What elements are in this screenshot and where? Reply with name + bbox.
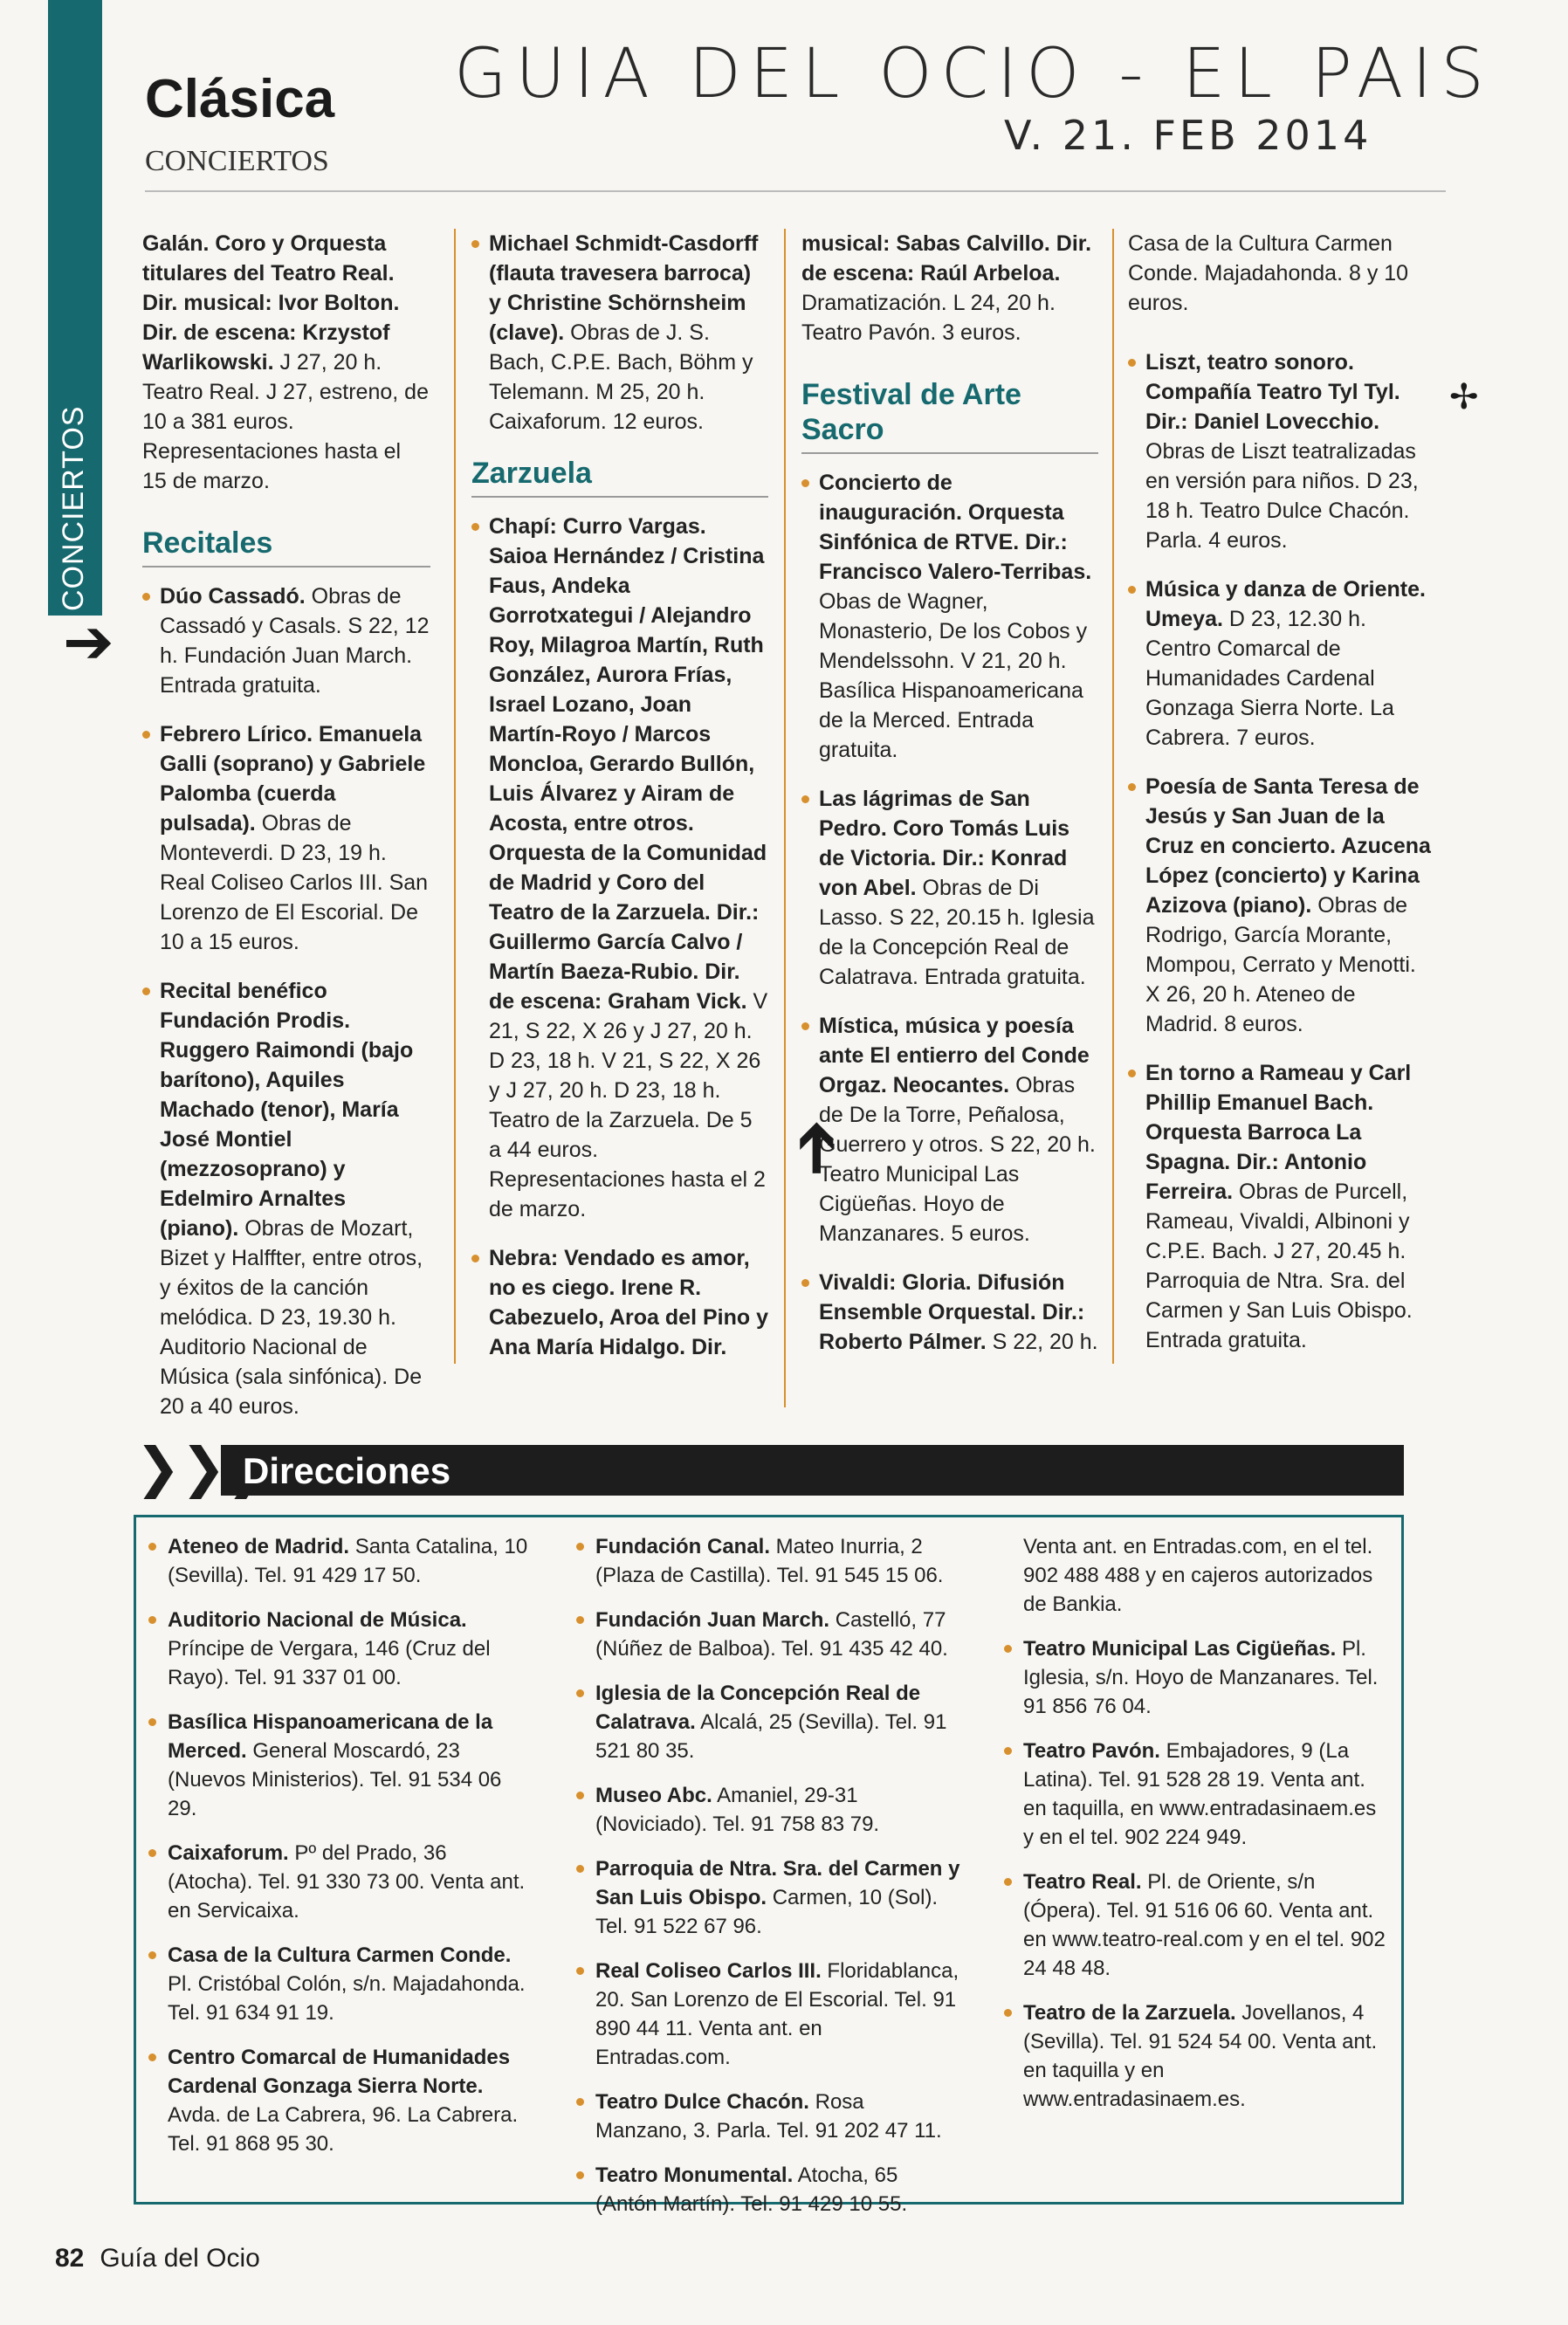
address-entry: Caixaforum. Pº del Prado, 36 (Atocha). Tel. 91 330 73 00. Venta ant. en Servicaixa. [148,1839,533,1925]
address-entry: Real Coliseo Carlos III. Floridablanca, 20. San Lorenzo de El Escorial. Tel. 91 890 44 11. Venta ant. en Entradas.com. [576,1957,960,2072]
column-divider [784,229,786,1407]
handwritten-arrow-icon: ➔ [63,608,114,676]
listing-entry: Recital benéfico Fundación Prodis. Ruggero Raimondi (bajo barítono), Aquiles Machado (tenor), María José Montiel (mezzosoprano) y Edelmiro Arnaltes (piano). Obras de Mozart, Bizet y Halffter, entre otros, y éxitos de la canción melódica. D 23, 19.30 h. Auditorio Nacional de Música (sala sinfónica). De 20 a 40 euros. [142,976,430,1421]
listing-column-4 [1128,229,1434,1374]
handwritten-up-arrow-icon: ➔ [775,1118,854,1178]
directions-column-1 [148,1532,533,2174]
section-subtitle: CONCIERTOS [145,145,329,177]
listing-entry: Poesía de Santa Teresa de Jesús y San Juan de la Cruz en concierto. Azucena López (concierto) y Karina Azizova (piano). Obras de Rodrigo, García Morante, Mompou, Cerrato y Menotti. X 26, 20 h. Ateneo de Madrid. 8 euros. [1128,772,1434,1039]
heading-zarzuela: Zarzuela [471,456,768,498]
chevrons-icon: ❯❯❯ [135,1438,272,1498]
side-tab-label [57,557,91,611]
listing-column-1 [142,229,430,1441]
listing-entry: Michael Schmidt-Casdorff (flauta travesera barroca) y Christine Schörnsheim (clave). Obras de J. S. Bach, C.P.E. Bach, Böhm y Telemann. M 25, 20 h. Caixaforum. 12 euros. [471,229,768,437]
address-entry: Auditorio Nacional de Música. Príncipe de Vergara, 146 (Cruz del Rayo). Tel. 91 337 01 00. [148,1606,533,1692]
listing-entry: Mística, música y poesía ante El entierro del Conde Orgaz. Neocantes. Obras de De la Torre, Peñalosa, Guerrero y otros. S 22, 20 h. Teatro Municipal Las Cigüeñas. Hoyo de Manzanares. 5 euros. [801,1011,1098,1248]
listing-entry: Vivaldi: Gloria. Difusión Ensemble Orquestal. Dir.: Roberto Pálmer. S 22, 20 h. [801,1268,1098,1357]
address-entry: Basílica Hispanoamericana de la Merced. General Moscardó, 23 (Nuevos Ministerios). Tel. 91 534 06 29. [148,1708,533,1823]
address-entry: Ateneo de Madrid. Santa Catalina, 10 (Sevilla). Tel. 91 429 17 50. [148,1532,533,1590]
directions-column-2 [576,1532,960,2234]
listing-column-3 [801,229,1098,1376]
listing-entry: Dúo Cassadó. Obras de Cassadó y Casals. S 22, 12 h. Fundación Juan March. Entrada gratuita. [142,581,430,700]
continued-entry: Casa de la Cultura Carmen Conde. Majadahonda. 8 y 10 euros. [1128,231,1409,315]
heading-recitales: Recitales [142,526,430,567]
address-entry: Teatro Dulce Chacón. Rosa Manzano, 3. Parla. Tel. 91 202 47 11. [576,2088,960,2145]
listing-entry: En torno a Rameau y Carl Phillip Emanuel Bach. Orquesta Barroca La Spagna. Dir.: Antonio Ferreira. Obras de Purcell, Rameau, Vivaldi, Albinoni y C.P.E. Bach. J 27, 20.45 h. Parroquia de Ntra. Sra. del Carmen y San Luis Obispo. Entrada gratuita. [1128,1058,1434,1355]
address-entry: Casa de la Cultura Carmen Conde. Pl. Cristóbal Colón, s/n. Majadahonda. Tel. 91 634 91 19. [148,1941,533,2027]
listing-entry: Chapí: Curro Vargas. Saioa Hernández / Cristina Faus, Andeka Gorrotxategui / Alejandro Roy, Milagroa Martín, Ruth González, Aurora Frías, Israel Lozano, Joan Martín-Royo / Marcos Moncloa, Gerardo Bullón, Luis Álvarez y Airam de Acosta, entre otros. Orquesta de la Comunidad de Madrid y Coro del Teatro de la Zarzuela. Dir.: Guillermo García Calvo / Martín Baeza-Rubio. Dir. de escena: Graham Vick. V 21, S 22, X 26 y J 27, 20 h. D 23, 18 h. V 21, S 22, X 26 y J 27, 20 h. D 23, 18 h. Teatro de la Zarzuela. De 5 a 44 euros. Representaciones hasta el 2 de marzo. [471,512,768,1224]
address-entry: Teatro Municipal Las Cigüeñas. Pl. Iglesia, s/n. Hoyo de Manzanares. Tel. 91 856 76 04. [1004,1634,1388,1721]
handwritten-date: V. 21. FEB 2014 [1004,112,1372,159]
address-entry: Centro Comarcal de Humanidades Cardenal Gonzaga Sierra Norte. Avda. de La Cabrera, 96. La Cabrera. Tel. 91 868 95 30. [148,2043,533,2158]
address-entry: Teatro Real. Pl. de Oriente, s/n (Ópera). Tel. 91 516 06 60. Venta ant. en www.teatro-real.com y en el tel. 902 24 48 48. [1004,1868,1388,1983]
handwritten-mark-icon: ✢ [1449,378,1479,416]
directions-column-3 [1004,1532,1388,2129]
continued-entry: Galán. Coro y Orquesta titulares del Teatro Real. Dir. musical: Ivor Bolton. Dir. de escena: Krzystof Warlikowski. J 27, 20 h. Teatro Real. J 27, estreno, de 10 a 381 euros. Representaciones hasta el 15 de marzo. [142,231,429,493]
address-continued: Venta ant. en Entradas.com, en el tel. 902 488 488 y en cajeros autorizados de Bankia. [1023,1535,1373,1616]
handwritten-title: GUIA DEL OCIO - EL PAIS [454,35,1493,113]
listing-entry: Nebra: Vendado es amor, no es ciego. Irene R. Cabezuelo, Aroa del Pino y Ana María Hidalgo. Dir. [471,1243,768,1362]
listing-entry: Concierto de inauguración. Orquesta Sinfónica de RTVE. Dir.: Francisco Valero-Terribas. Obas de Wagner, Monasterio, De los Cobos y Mendelssohn. V 21, 20 h. Basílica Hispanoamericana de la Merced. Entrada gratuita. [801,468,1098,765]
address-entry: Fundación Juan March. Castelló, 77 (Núñez de Balboa). Tel. 91 435 42 40. [576,1606,960,1663]
listing-entry: Liszt, teatro sonoro. Compañía Teatro Tyl Tyl. Dir.: Daniel Lovecchio. Obras de Liszt teatralizadas en versión para niños. D 23, 18 h. Teatro Dulce Chacón. Parla. 4 euros. [1128,347,1434,555]
column-divider [1112,229,1114,1364]
header-rule [145,190,1446,192]
directions-title: Direcciones [243,1450,451,1491]
address-entry: Museo Abc. Amaniel, 29-31 (Noviciado). Tel. 91 758 83 79. [576,1781,960,1839]
publication-name: Guía del Ocio [100,2244,260,2273]
address-entry: Teatro de la Zarzuela. Jovellanos, 4 (Sevilla). Tel. 91 524 54 00. Venta ant. en taquilla y en www.entradasinaem.es. [1004,1998,1388,2114]
continued-entry: musical: Sabas Calvillo. Dir. de escena: Raúl Arbeloa. Dramatización. L 24, 20 h. Teatro Pavón. 3 euros. [801,231,1092,345]
listing-entry: Las lágrimas de San Pedro. Coro Tomás Luis de Victoria. Dir.: Konrad von Abel. Obras de Di Lasso. S 22, 20.15 h. Iglesia de la Concepción Real de Calatrava. Entrada gratuita. [801,784,1098,992]
column-divider [454,229,456,1364]
address-entry: Fundación Canal. Mateo Inurria, 2 (Plaza de Castilla). Tel. 91 545 15 06. [576,1532,960,1590]
address-entry: Teatro Monumental. Atocha, 65 (Antón Martín). Tel. 91 429 10 55. [576,2161,960,2218]
address-entry: Parroquia de Ntra. Sra. del Carmen y San Luis Obispo. Carmen, 10 (Sol). Tel. 91 522 67 96. [576,1854,960,1941]
page-number: 82 [55,2244,85,2273]
listing-entry: Música y danza de Oriente. Umeya. D 23, 12.30 h. Centro Comarcal de Humanidades Cardenal Gonzaga Sierra Norte. La Cabrera. 7 euros. [1128,574,1434,753]
listing-entry: Febrero Lírico. Emanuela Galli (soprano) y Gabriele Palomba (cuerda pulsada). Obras de Monteverdi. D 23, 19 h. Real Coliseo Carlos III. San Lorenzo de El Escorial. De 10 a 15 euros. [142,719,430,957]
address-entry: Iglesia de la Concepción Real de Calatrava. Alcalá, 25 (Sevilla). Tel. 91 521 80 35. [576,1679,960,1765]
page-footer [55,2244,260,2273]
listing-column-2 [471,229,768,1381]
address-entry: Teatro Pavón. Embajadores, 9 (La Latina). Tel. 91 528 28 19. Venta ant. en taquilla, en www.entradasinaem.es y en el tel. 902 224 949. [1004,1737,1388,1852]
heading-festival-arte-sacro: Festival de Arte Sacro [801,377,1098,454]
section-title: Clásica [145,69,335,129]
